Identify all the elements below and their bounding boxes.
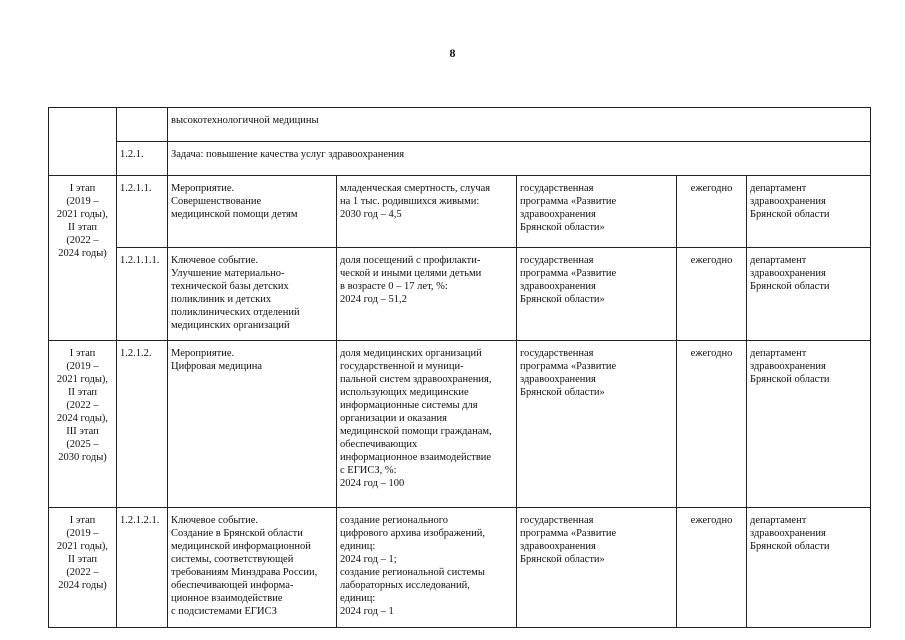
indicator-text: доля посещений с профилакти- ческой и иными целями детьми в возрасте 0 – 17 лет, %: 2024 год – 51,2 xyxy=(340,255,482,306)
event-cell xyxy=(168,508,337,628)
event-cell xyxy=(168,341,337,508)
period-cell xyxy=(677,341,747,508)
stage-text: I этап (2019 – 2021 годы), II этап (2022 – 2024 годы) xyxy=(56,515,109,592)
indicator-text: младенческая смертность, случая на 1 тыс. родившихся живыми: 2030 год – 4,5 xyxy=(340,183,491,221)
event-text: Мероприятие. Совершенствование медицинской помощи детям xyxy=(171,183,298,221)
executor-text: департамент здравоохранения Брянской области xyxy=(750,183,830,221)
period-text: ежегодно xyxy=(690,515,733,526)
stage-cell xyxy=(49,176,117,341)
code-text: 1.2.1.1.1. xyxy=(120,255,160,266)
period-cell xyxy=(677,176,747,248)
code-cell xyxy=(117,508,168,628)
executor-text: департамент здравоохранения Брянской области xyxy=(750,515,830,553)
program-text: государственная программа «Развитие здравоохранения Брянской области» xyxy=(520,255,617,306)
indicator-cell xyxy=(337,176,517,248)
event-text: Ключевое событие. Улучшение материально- технической базы детских поликлиник и детских поликлинических отделений медицинских организаций xyxy=(171,255,300,332)
task-code xyxy=(117,142,168,176)
continuation-text xyxy=(168,108,871,142)
executor-cell xyxy=(747,341,871,508)
code-text: 1.2.1.2. xyxy=(120,348,152,359)
program-text: государственная программа «Развитие здравоохранения Брянской области» xyxy=(520,183,617,234)
task-text xyxy=(168,142,871,176)
task-label: Задача: повышение качества услуг здравоохранения xyxy=(171,149,405,160)
table-row xyxy=(49,176,871,248)
indicator-text: доля медицинских организаций государственной и муници- пальной систем здравоохранения, использующих медицинские информационные системы для организации и оказания медицинской помощи гражданам, обеспечивающих информационное взаимодействие с ЕГИСЗ, %: 2024 год – 100 xyxy=(340,348,492,490)
table-row xyxy=(49,248,871,341)
table-row-continuation xyxy=(49,108,871,142)
period-text: ежегодно xyxy=(690,183,733,194)
event-text: Ключевое событие. Создание в Брянской области медицинской информационной системы, соответствующей требованиям Минздрава России, обеспечивающей информа- ционное взаимодействие с подсистемами ЕГИСЗ xyxy=(171,515,318,618)
event-text: Мероприятие. Цифровая медицина xyxy=(171,348,263,373)
program-cell xyxy=(517,176,677,248)
indicator-cell xyxy=(337,248,517,341)
code-text: 1.2.1.2.1. xyxy=(120,515,160,526)
stage-text: I этап (2019 – 2021 годы), II этап (2022 – 2024 годы), III этап (2025 – 2030 годы) xyxy=(56,348,109,464)
table-row xyxy=(49,341,871,508)
period-text: ежегодно xyxy=(690,255,733,266)
executor-cell xyxy=(747,248,871,341)
code-cell xyxy=(117,248,168,341)
code-cell xyxy=(117,176,168,248)
code-text: 1.2.1.1. xyxy=(120,183,152,194)
measures-table xyxy=(48,107,871,628)
executor-text: департамент здравоохранения Брянской области xyxy=(750,255,830,293)
indicator-cell xyxy=(337,341,517,508)
indicator-cell xyxy=(337,508,517,628)
period-cell xyxy=(677,248,747,341)
program-text: государственная программа «Развитие здравоохранения Брянской области» xyxy=(520,515,617,566)
program-text: государственная программа «Развитие здравоохранения Брянской области» xyxy=(520,348,617,399)
stage-cell xyxy=(49,341,117,508)
code-cell-empty xyxy=(117,108,168,142)
event-cell xyxy=(168,248,337,341)
executor-cell xyxy=(747,176,871,248)
stage-cell xyxy=(49,508,117,628)
event-cell xyxy=(168,176,337,248)
executor-cell xyxy=(747,508,871,628)
table-row-task xyxy=(49,142,871,176)
indicator-text: создание регионального цифрового архива изображений, единиц: 2024 год – 1; создание региональной системы лабораторных исследований, единиц: 2024 год – 1 xyxy=(340,515,485,618)
code-cell xyxy=(117,341,168,508)
stage-cell-empty xyxy=(49,108,117,176)
program-cell xyxy=(517,248,677,341)
executor-text: департамент здравоохранения Брянской области xyxy=(750,348,830,386)
period-text: ежегодно xyxy=(690,348,733,359)
table-row xyxy=(49,508,871,628)
period-cell xyxy=(677,508,747,628)
task-code-text: 1.2.1. xyxy=(120,149,144,160)
program-cell xyxy=(517,341,677,508)
program-cell xyxy=(517,508,677,628)
continuation-label: высокотехнологичной медицины xyxy=(171,115,319,126)
page-number: 8 xyxy=(449,46,456,60)
stage-text: I этап (2019 – 2021 годы), II этап (2022 – 2024 годы) xyxy=(56,183,109,260)
